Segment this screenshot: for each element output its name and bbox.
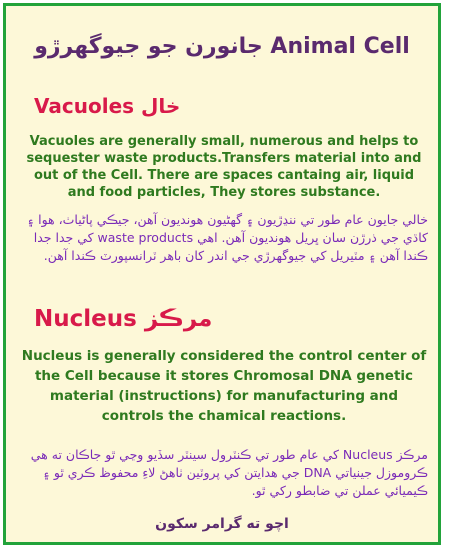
- info-card: [3, 3, 441, 545]
- vacuoles-heading: Vacuoles خال: [34, 94, 181, 118]
- nucleus-urdu-text: مرڪز Nucleus کي عام طور تي ڪنٽرول سينٽر سڏيو وڃي ٿو جاڪان ته هي ڪروموزل جينياتي DNA جي هدايتن کي پروٽين ٺاهڻ لاءِ محفوظ ڪري ٿو ۽ ڪيميائي عملن تي ضابطو رکي ٿو.: [30, 447, 428, 498]
- footer-text: اچو ته گرامر سکون: [155, 516, 289, 532]
- vacuoles-english-text: Vacuoles are generally small, numerous and helps to sequester waste products.Transfers material into and out of the Cell. There are spaces cantaing air, liquid and food particles, They stores substance.: [26, 134, 422, 200]
- page-title: جانورن جو جيوگهرڙو Animal Cell: [34, 34, 410, 59]
- nucleus-heading: Nucleus مرڪز: [34, 306, 213, 332]
- vacuoles-urdu-text: خالي جايون عام طور تي ننڍڙيون ۽ گهڻيون هونديون آهن، جيڪي پاڻياٺ، هوا ۽ کاڌي جي ذرڙن سان ڀريل هونديون آهن. اهي waste products کي جدا جدا ڪندا آهن ۽ مٽيريل کي جيوگهرڙي جي اندر کان باهر ٽرانسپورٽ ڪندا آهن.: [26, 212, 428, 263]
- nucleus-english-text: Nucleus is generally considered the control center of the Cell because it stores Chromosal DNA genetic material (instructions) for manufacturing and controls the chamical reactions.: [21, 348, 427, 424]
